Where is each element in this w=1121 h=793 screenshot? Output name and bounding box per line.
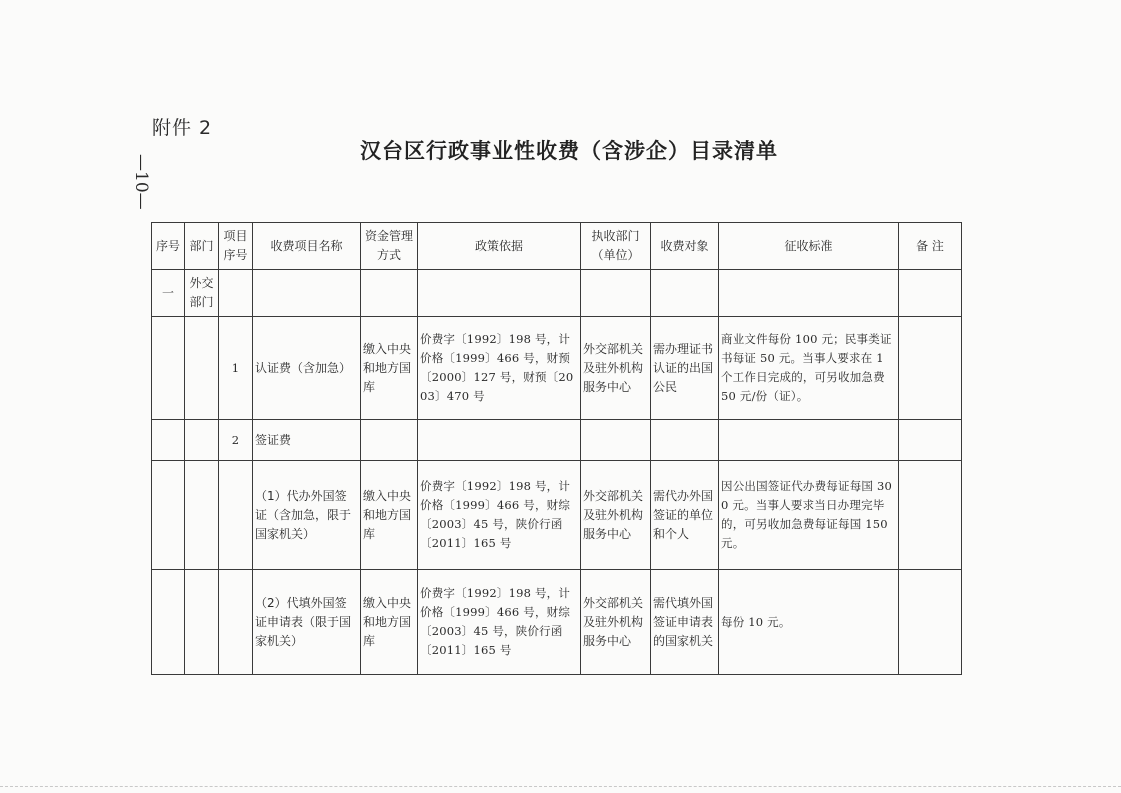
fee-standard: 商业文件每份 100 元；民事类证书每证 50 元。当事人要求在 1 个工作日完成的，可另收加急费 50 元/份（证）。 bbox=[719, 317, 899, 420]
fee-target: 需代填外国签证申请表的国家机关 bbox=[651, 570, 719, 675]
attachment-label: 附件 2 bbox=[152, 117, 213, 139]
table-row bbox=[152, 570, 962, 675]
header-policy: 政策依据 bbox=[418, 223, 581, 270]
fund-mgmt: 缴入中央和地方国库 bbox=[361, 461, 418, 570]
fee-target: 需代办外国签证的单位和个人 bbox=[651, 461, 719, 570]
header-item-seq: 项目序号 bbox=[219, 223, 253, 270]
policy-basis: 价费字〔1992〕198 号，计价格〔1999〕466 号，财预〔2000〕127 号，财预〔2003〕470 号 bbox=[418, 317, 581, 420]
page-number: —10— bbox=[131, 154, 151, 210]
fee-target: 需办理证书认证的出国公民 bbox=[651, 317, 719, 420]
header-dept: 部门 bbox=[185, 223, 219, 270]
table-header-row bbox=[152, 223, 962, 270]
remark bbox=[899, 570, 962, 675]
collector: 外交部机关及驻外机构服务中心 bbox=[581, 461, 651, 570]
section-row bbox=[152, 270, 962, 317]
fund-mgmt: 缴入中央和地方国库 bbox=[361, 317, 418, 420]
scan-edge-divider bbox=[0, 786, 1121, 788]
section-seq: 一 bbox=[152, 270, 185, 317]
item-name: 认证费（含加急） bbox=[253, 317, 361, 420]
header-item-name: 收费项目名称 bbox=[253, 223, 361, 270]
item-name: （2）代填外国签证申请表（限于国家机关） bbox=[253, 570, 361, 675]
remark bbox=[899, 461, 962, 570]
policy-basis: 价费字〔1992〕198 号，计价格〔1999〕466 号，财综〔2003〕45 号，陕价行函〔2011〕165 号 bbox=[418, 461, 581, 570]
collector: 外交部机关及驻外机构服务中心 bbox=[581, 317, 651, 420]
fee-standard: 每份 10 元。 bbox=[719, 570, 899, 675]
table-row bbox=[152, 420, 962, 461]
collector: 外交部机关及驻外机构服务中心 bbox=[581, 570, 651, 675]
item-seq: 1 bbox=[219, 317, 253, 420]
item-seq: 2 bbox=[219, 420, 253, 461]
table-row bbox=[152, 317, 962, 420]
remark bbox=[899, 317, 962, 420]
table-row bbox=[152, 461, 962, 570]
item-name: （1）代办外国签证（含加急，限于国家机关） bbox=[253, 461, 361, 570]
fee-standard: 因公出国签证代办费每证每国 300 元。当事人要求当日办理完毕的，可另收加急费每证每国 150 元。 bbox=[719, 461, 899, 570]
policy-basis: 价费字〔1992〕198 号，计价格〔1999〕466 号，财综〔2003〕45 号，陕价行函〔2011〕165 号 bbox=[418, 570, 581, 675]
header-collector: 执收部门（单位） bbox=[581, 223, 651, 270]
fee-catalog-table bbox=[151, 222, 962, 675]
header-fund-mgmt: 资金管理方式 bbox=[361, 223, 418, 270]
header-standard: 征收标准 bbox=[719, 223, 899, 270]
section-dept: 外交部门 bbox=[185, 270, 219, 317]
fund-mgmt: 缴入中央和地方国库 bbox=[361, 570, 418, 675]
document-title: 汉台区行政事业性收费（含涉企）目录清单 bbox=[360, 139, 778, 163]
item-name: 签证费 bbox=[253, 420, 361, 461]
header-seq: 序号 bbox=[152, 223, 185, 270]
header-remark: 备 注 bbox=[899, 223, 962, 270]
header-target: 收费对象 bbox=[651, 223, 719, 270]
